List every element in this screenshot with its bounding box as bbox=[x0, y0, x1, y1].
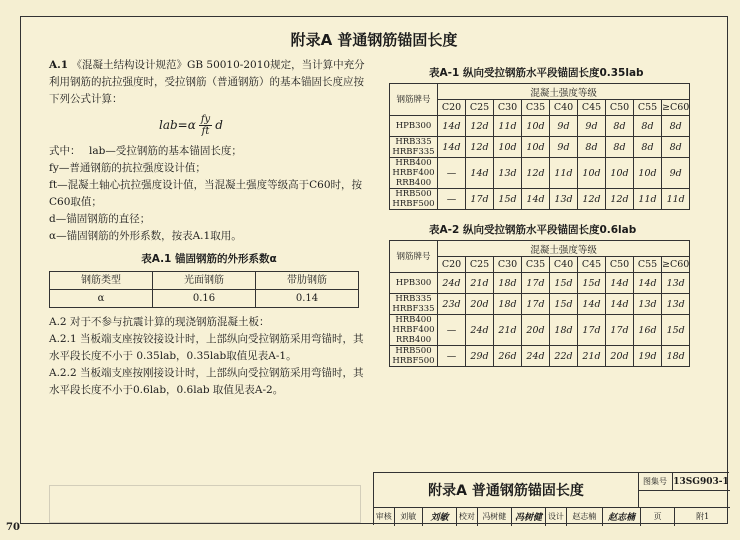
left-column bbox=[49, 57, 369, 399]
anchorage-value: 14d bbox=[438, 137, 466, 158]
anchorage-value: 10d bbox=[634, 158, 662, 189]
grade-header: C30 bbox=[494, 257, 522, 273]
anchorage-value: 13d bbox=[662, 294, 690, 315]
grade-header: C40 bbox=[550, 100, 578, 116]
designer: 赵志楠 bbox=[567, 507, 603, 526]
table-row bbox=[390, 158, 690, 189]
formula-numerator: fy bbox=[200, 114, 211, 125]
anchorage-value: 12d bbox=[578, 189, 606, 210]
anchorage-value: — bbox=[438, 346, 466, 367]
review-label: 审核 bbox=[374, 507, 395, 526]
para-a1-text: 《混凝土结构设计规范》GB 50010-2010规定，当计算中充分利用钢筋的抗拉强度时，受拉钢筋（普通钢筋）的基本锚固长度应按下列公式计算： bbox=[49, 59, 365, 105]
anchorage-value: 15d bbox=[578, 273, 606, 294]
anchorage-value: 20d bbox=[606, 346, 634, 367]
anchorage-value: 18d bbox=[494, 273, 522, 294]
anchorage-value: — bbox=[438, 189, 466, 210]
anchorage-value: 10d bbox=[606, 158, 634, 189]
def-item: ft—混凝土轴心抗拉强度设计值，当混凝土强度等级高于C60时，按C60取值； bbox=[49, 179, 362, 208]
table-r2 bbox=[389, 240, 690, 367]
reviewer-signature: 刘敏 bbox=[423, 507, 457, 526]
signature-row bbox=[374, 507, 730, 526]
rebar-grade: HPB300 bbox=[390, 273, 438, 294]
anchorage-value: 21d bbox=[466, 273, 494, 294]
anchorage-value: 17d bbox=[578, 315, 606, 346]
grade-header: C45 bbox=[578, 257, 606, 273]
table-row bbox=[390, 116, 690, 137]
formula-denominator: ft bbox=[201, 126, 210, 137]
anchorage-value: 14d bbox=[606, 294, 634, 315]
def-item: fy—普通钢筋的抗拉强度设计值； bbox=[49, 162, 206, 174]
anchorage-value: 17d bbox=[522, 273, 550, 294]
table-a1 bbox=[49, 271, 359, 308]
anchorage-value: 14d bbox=[438, 116, 466, 137]
rebar-grade: HRB400 HRBF400 RRB400 bbox=[390, 315, 438, 346]
rebar-grade: HRB335 HRBF335 bbox=[390, 137, 438, 158]
reviewer: 刘敏 bbox=[395, 507, 423, 526]
grade-header: C55 bbox=[634, 100, 662, 116]
title-block bbox=[373, 472, 729, 525]
anchorage-value: 18d bbox=[662, 346, 690, 367]
ghost-bleedthrough bbox=[49, 485, 361, 523]
def-row-2 bbox=[49, 177, 369, 211]
anchorage-value: — bbox=[438, 315, 466, 346]
page-title: 附录A 普通钢筋锚固长度 bbox=[290, 31, 458, 49]
proofer: 冯树健 bbox=[478, 507, 512, 526]
page-number: 70 bbox=[6, 522, 20, 533]
rebar-grade: HRB500 HRBF500 bbox=[390, 346, 438, 367]
anchorage-value: 14d bbox=[578, 294, 606, 315]
anchorage-value: 8d bbox=[634, 116, 662, 137]
def-item: lab—受拉钢筋的基本锚固长度； bbox=[89, 145, 242, 157]
drawing-sheet bbox=[20, 16, 728, 524]
table-row bbox=[390, 137, 690, 158]
para-a22: A.2.2 当板端支座按刚接设计时，上部纵向受拉钢筋采用弯锚时，其水平段长度不小于0.6lab，0.6lab 取值见表A-2。 bbox=[49, 367, 364, 396]
page-value: 附1 bbox=[696, 512, 710, 521]
def-item: α—锚固钢筋的外形系数，按表A.1取用。 bbox=[49, 230, 242, 242]
anchorage-value: 12d bbox=[466, 116, 494, 137]
anchorage-value: 11d bbox=[634, 189, 662, 210]
anchorage-value: 14d bbox=[466, 158, 494, 189]
table-a1-header: 钢筋类型 bbox=[50, 272, 153, 290]
table-a1-caption: 表A.1 锚固钢筋的外形系数α bbox=[141, 253, 277, 265]
grade-header: ≥C60 bbox=[662, 100, 690, 116]
table-a1-cell: 0.16 bbox=[153, 290, 256, 308]
anchorage-value: 20d bbox=[522, 315, 550, 346]
para-a21: A.2.1 当板端支座按铰接设计时，上部纵向受拉钢筋采用弯锚时，其水平段长度不小于 0.35lab，0.35lab取值见表A-1。 bbox=[49, 333, 364, 362]
anchorage-value: 15d bbox=[550, 273, 578, 294]
grade-header: C20 bbox=[438, 257, 466, 273]
para-a1 bbox=[49, 57, 369, 108]
anchorage-value: 8d bbox=[662, 137, 690, 158]
anchorage-value: 11d bbox=[550, 158, 578, 189]
table-a1-header: 光面钢筋 bbox=[153, 272, 256, 290]
grade-header: ≥C60 bbox=[662, 257, 690, 273]
table-row bbox=[390, 273, 690, 294]
anchorage-value: 17d bbox=[522, 294, 550, 315]
anchorage-value: 8d bbox=[662, 116, 690, 137]
anchorage-value: 24d bbox=[466, 315, 494, 346]
def-row-0 bbox=[49, 143, 369, 160]
anchorage-value: 18d bbox=[550, 315, 578, 346]
def-item: d—锚固钢筋的直径； bbox=[49, 213, 151, 225]
grade-header: C35 bbox=[522, 100, 550, 116]
grade-header: C50 bbox=[606, 257, 634, 273]
anchorage-value: 13d bbox=[634, 294, 662, 315]
rebar-grade: HPB300 bbox=[390, 116, 438, 137]
grade-header: C25 bbox=[466, 100, 494, 116]
anchorage-value: 9d bbox=[662, 158, 690, 189]
anchorage-value: 13d bbox=[662, 273, 690, 294]
anchorage-value: 17d bbox=[466, 189, 494, 210]
anchorage-value: 12d bbox=[522, 158, 550, 189]
anchorage-value: 14d bbox=[634, 273, 662, 294]
design-label: 设计 bbox=[546, 507, 567, 526]
anchorage-value: 9d bbox=[578, 116, 606, 137]
anchorage-formula bbox=[159, 114, 369, 137]
anchorage-value: 19d bbox=[634, 346, 662, 367]
para-a1-lead: A.1 bbox=[49, 59, 69, 71]
anchorage-value: 8d bbox=[578, 137, 606, 158]
anchorage-value: 9d bbox=[550, 116, 578, 137]
anchorage-value: 16d bbox=[634, 315, 662, 346]
definitions bbox=[49, 143, 369, 245]
grade-header: C50 bbox=[606, 100, 634, 116]
anchorage-value: 22d bbox=[550, 346, 578, 367]
table-r1-group: 混凝土强度等级 bbox=[438, 84, 690, 100]
table-row bbox=[390, 189, 690, 210]
atlas-number: 13SG903-1 bbox=[672, 473, 730, 491]
table-r2-group: 混凝土强度等级 bbox=[438, 241, 690, 257]
def-row-1 bbox=[49, 160, 369, 177]
formula-lhs: lab=α bbox=[159, 118, 196, 132]
table-row bbox=[390, 294, 690, 315]
anchorage-value: 10d bbox=[522, 116, 550, 137]
anchorage-value: 12d bbox=[606, 189, 634, 210]
title-block-blank bbox=[638, 490, 730, 508]
anchorage-value: 15d bbox=[550, 294, 578, 315]
designer-signature: 赵志楠 bbox=[603, 507, 641, 526]
table-r2-corner: 钢筋牌号 bbox=[390, 241, 438, 273]
grade-header: C55 bbox=[634, 257, 662, 273]
table-r1-corner: 钢筋牌号 bbox=[390, 84, 438, 116]
grade-header: C45 bbox=[578, 100, 606, 116]
table-r2-caption: 表A-2 纵向受拉钢筋水平段锚固长度0.6lab bbox=[429, 224, 637, 236]
atlas-label: 图集号 bbox=[638, 473, 673, 491]
def-row-4 bbox=[49, 228, 369, 245]
anchorage-value: 11d bbox=[494, 116, 522, 137]
anchorage-value: 23d bbox=[438, 294, 466, 315]
table-row bbox=[390, 346, 690, 367]
formula-fraction bbox=[199, 114, 212, 137]
anchorage-value: 20d bbox=[466, 294, 494, 315]
title-block-title: 附录A 普通钢筋锚固长度 bbox=[374, 473, 639, 508]
rebar-grade: HRB335 HRBF335 bbox=[390, 294, 438, 315]
page-label: 页 bbox=[641, 507, 675, 526]
anchorage-value: 8d bbox=[634, 137, 662, 158]
anchorage-value: 10d bbox=[522, 137, 550, 158]
grade-header: C20 bbox=[438, 100, 466, 116]
anchorage-value: 12d bbox=[466, 137, 494, 158]
anchorage-value: 8d bbox=[606, 116, 634, 137]
right-column bbox=[389, 65, 719, 367]
anchorage-value: 24d bbox=[438, 273, 466, 294]
grade-header: C25 bbox=[466, 257, 494, 273]
proof-label: 校对 bbox=[457, 507, 478, 526]
anchorage-value: 26d bbox=[494, 346, 522, 367]
anchorage-value: 9d bbox=[550, 137, 578, 158]
table-row bbox=[390, 315, 690, 346]
rebar-grade: HRB500 HRBF500 bbox=[390, 189, 438, 210]
proofer-signature: 冯树健 bbox=[512, 507, 546, 526]
anchorage-value: 21d bbox=[578, 346, 606, 367]
grade-header: C40 bbox=[550, 257, 578, 273]
defs-lead: 式中： bbox=[49, 145, 81, 157]
anchorage-value: 13d bbox=[494, 158, 522, 189]
anchorage-value: 14d bbox=[606, 273, 634, 294]
anchorage-value: 10d bbox=[494, 137, 522, 158]
anchorage-value: 21d bbox=[494, 315, 522, 346]
anchorage-value: 13d bbox=[550, 189, 578, 210]
grade-header: C30 bbox=[494, 100, 522, 116]
table-a1-cell: 0.14 bbox=[256, 290, 359, 308]
table-r1-caption: 表A-1 纵向受拉钢筋水平段锚固长度0.35lab bbox=[429, 67, 644, 79]
table-a1-cell: α bbox=[50, 290, 153, 308]
anchorage-value: 17d bbox=[606, 315, 634, 346]
anchorage-value: 15d bbox=[662, 315, 690, 346]
def-row-3 bbox=[49, 211, 369, 228]
table-a1-header: 带肋钢筋 bbox=[256, 272, 359, 290]
formula-rhs: d bbox=[215, 118, 223, 132]
anchorage-value: — bbox=[438, 158, 466, 189]
anchorage-value: 18d bbox=[494, 294, 522, 315]
anchorage-value: 24d bbox=[522, 346, 550, 367]
anchorage-value: 15d bbox=[494, 189, 522, 210]
anchorage-value: 29d bbox=[466, 346, 494, 367]
grade-header: C35 bbox=[522, 257, 550, 273]
anchorage-value: 11d bbox=[662, 189, 690, 210]
anchorage-value: 14d bbox=[522, 189, 550, 210]
rebar-grade: HRB400 HRBF400 RRB400 bbox=[390, 158, 438, 189]
anchorage-value: 8d bbox=[606, 137, 634, 158]
para-a2: A.2 对于不参与抗震计算的现浇钢筋混凝土板： bbox=[49, 316, 270, 328]
table-r1 bbox=[389, 83, 690, 210]
anchorage-value: 10d bbox=[578, 158, 606, 189]
